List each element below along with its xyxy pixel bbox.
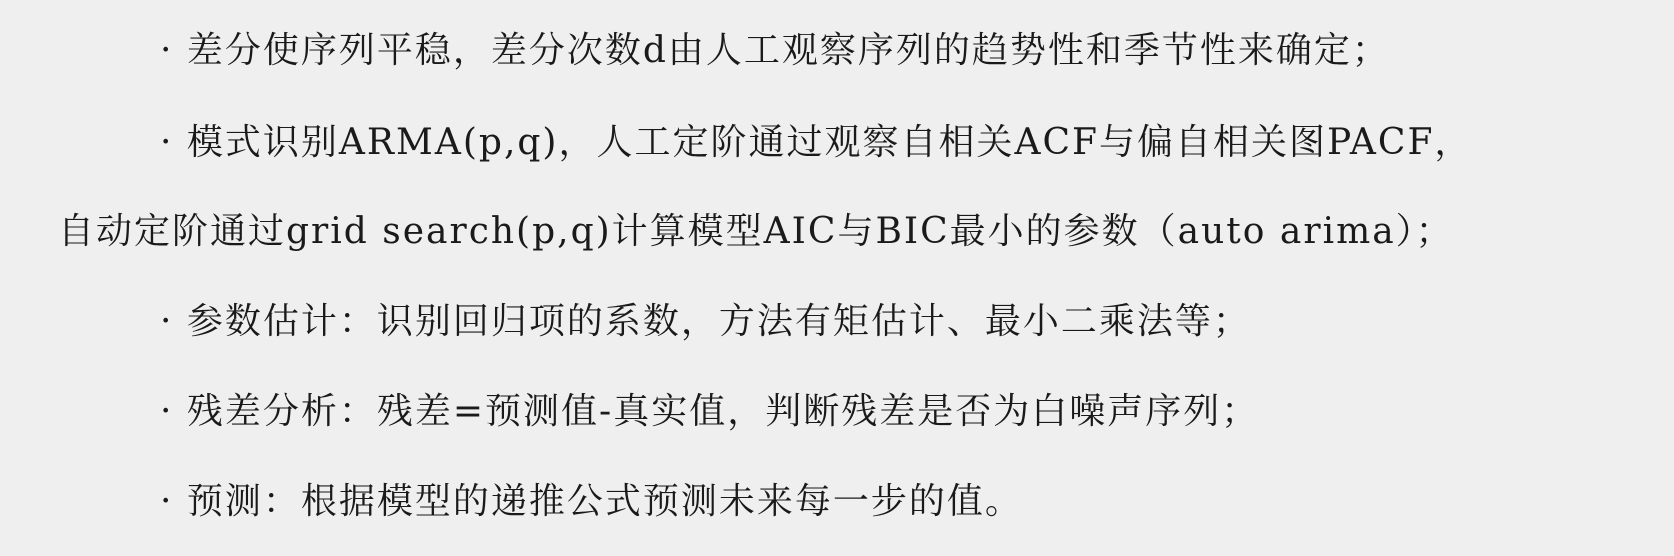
bullet-model-identification: · 模式识别ARMA(p,q)，人工定阶通过观察自相关ACF与偏自相关图PACF， <box>160 122 1473 163</box>
bullet-parameter-estimation: · 参数估计：识别回归项的系数，方法有矩估计、最小二乘法等； <box>160 301 1251 342</box>
bullet-model-identification-continued: 自动定阶通过grid search(p,q)计算模型AIC与BIC最小的参数（auto arima）； <box>58 211 1454 252</box>
bullet-forecasting: · 预测：根据模型的递推公式预测未来每一步的值。 <box>160 481 1023 522</box>
bullet-differencing: · 差分使序列平稳，差分次数d由人工观察序列的趋势性和季节性来确定； <box>160 30 1390 71</box>
bullet-residual-analysis: · 残差分析：残差=预测值-真实值，判断残差是否为白噪声序列； <box>160 391 1260 432</box>
